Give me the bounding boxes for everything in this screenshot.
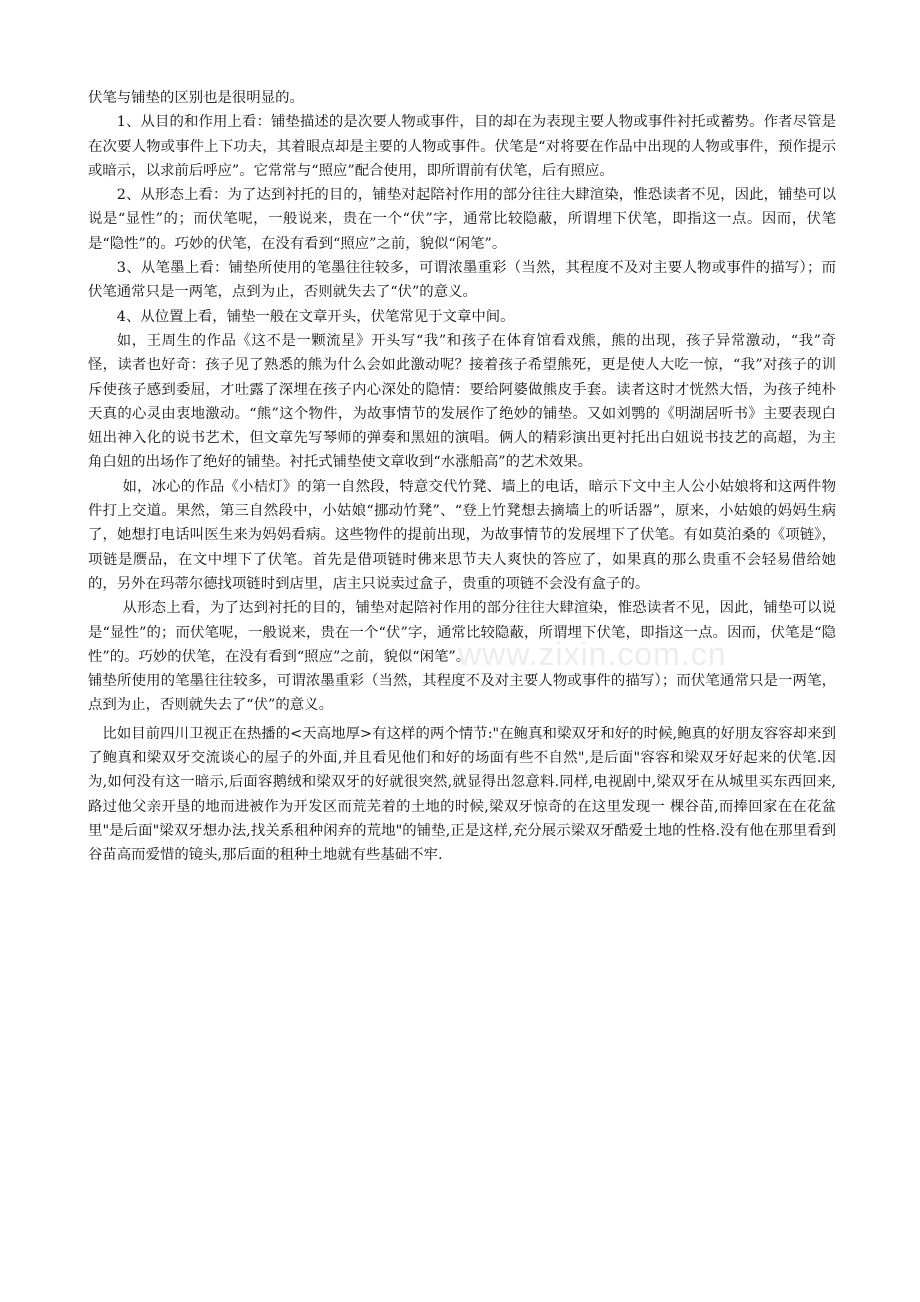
paragraph-example-1: 如，王周生的作品《这不是一颗流星》开头写“我”和孩子在体育馆看戏熊，熊的出现，孩子异常激动，“我”奇怪，读者也好奇：孩子见了熟悉的熊为什么会如此激动呢？接着孩子希望熊死，更是使人大吃一惊，“我”对孩子的训斥使孩子感到委屈，才吐露了深埋在孩子内心深处的隐情：要给阿婆做熊皮手套。读者这时才恍然大悟，为孩子纯朴天真的心灵由衷地激动。“熊”这个物件，为故事情节的发展作了绝妙的铺垫。又如刘鹗的《明湖居听书》主要表现白妞出神入化的说书艺术，但文章先写琴师的弹奏和黑妞的演唱。俩人的精彩演出更衬托出白妞说书技艺的高超，为主角白妞的出场作了绝好的铺垫。衬托式铺垫使文章收到“水涨船高”的艺术效果。 <box>88 332 836 471</box>
document-body <box>88 86 836 868</box>
paragraph-example-2: 如，冰心的作品《小桔灯》的第一自然段，特意交代竹凳、墙上的电话，暗示下文中主人公小姑娘将和这两件物件打上交道。果然，第三自然段中，小姑娘“挪动竹凳”、“登上竹凳想去摘墙上的听话器”，原来，小姑娘的妈妈生病了，她想打电话叫医生来为妈妈看病。这些物件的提前出现，为故事情节的发展埋下了伏笔。有如莫泊桑的《项链》，项链是赝品，在文中埋下了伏笔。首先是借项链时佛来思节夫人爽快的答应了，如果真的那么贵重不会轻易借给她的，另外在玛蒂尔德找项链时到店里，店主只说卖过盒子，贵重的项链不会没有盒子的。 <box>88 478 836 592</box>
watermark-text: www.zixin.com.cn <box>458 636 727 672</box>
paragraph-point-2: 2、从形态上看：为了达到衬托的目的，铺垫对起陪衬作用的部分往往大肆渲染，惟恐读者不见，因此，铺垫可以说是“显性”的；而伏笔呢，一般说来，贵在一个“伏”字，通常比较隐蔽，所谓埋下伏笔，即指这一点。因而，伏笔是“隐性”的。巧妙的伏笔，在没有看到“照应”之前，貌似“闲笔”。 <box>88 187 836 252</box>
paragraph-point-4: 4、从位置上看，铺垫一般在文章开头，伏笔常见于文章中间。 <box>116 308 515 325</box>
paragraph-form: 从形态上看，为了达到衬托的目的，铺垫对起陪衬作用的部分往往大肆渲染，惟恐读者不见，因此，铺垫可以说是“显性”的；而伏笔呢，一般说来，贵在一个“伏”字，通常比较隐蔽，所谓埋下伏笔，即指这一点。因而，伏笔是“隐性”的。巧妙的伏笔，在没有看到“照应”之前，貌似“闲笔”。 <box>88 600 836 665</box>
paragraph-point-3: 3、从笔墨上看：铺垫所使用的笔墨往往较多，可谓浓墨重彩（当然，其程度不及对主要人物或事件的描写）；而伏笔通常只是一两笔，点到为止，否则就失去了“伏”的意义。 <box>88 260 836 301</box>
paragraph-ink: 铺垫所使用的笔墨往往较多，可谓浓墨重彩（当然，其程度不及对主要人物或事件的描写）；而伏笔通常只是一两笔，点到为止，否则就失去了“伏”的意义。 <box>88 673 836 714</box>
paragraph-tv-example: 比如目前四川卫视正在热播的<天高地厚>有这样的两个情节:"在鲍真和梁双牙和好的时候,鲍真的好朋友容容却来到了鲍真和梁双牙交流谈心的屋子的外面,并且看见他们和好的场面有些不自然",是后面"容容和梁双牙好起来的伏笔.因为,如何没有这一暗示,后面容鹅绒和梁双牙的好就很突然,就显得出忽意料.同样,电视剧中,梁双牙在从城里买东西回来,路过他父亲开垦的地而进被作为开发区而荒芜着的土地的时候,梁双牙惊奇的在这里发现一 棵谷苗,而捧回家在在花盆里"是后面"梁双牙想办法,找关系租种闲弃的荒地"的铺垫,正是这样,充分展示梁双牙酷爱土地的性格.没有他在那里看到谷苗高而爱惜的镜头,那后面的租种土地就有些基础不牢. <box>88 725 836 864</box>
paragraph-point-1: 1、从目的和作用上看：铺垫描述的是次要人物或事件，目的却在为表现主要人物或事件衬托或蓄势。作者尽管是在次要人物或事件上下功夫，其着眼点却是主要的人物或事件。伏笔是“对将要在作品中出现的人物或事件，预作提示或暗示，以求前后呼应”。它常常与“照应”配合使用，即所谓前有伏笔，后有照应。 <box>88 114 836 179</box>
paragraph-intro: 伏笔与铺垫的区别也是很明显的。 <box>88 90 304 106</box>
